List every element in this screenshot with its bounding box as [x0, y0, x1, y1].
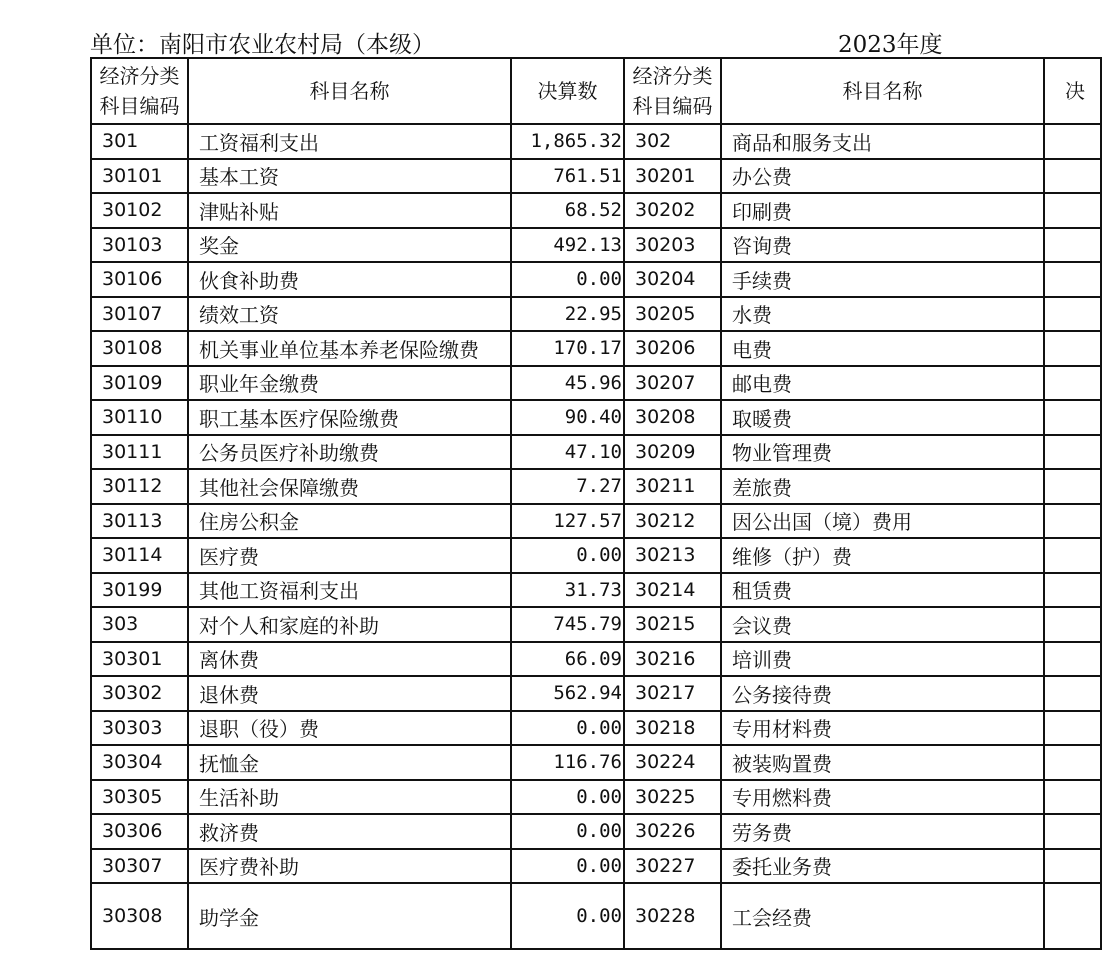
right-name-cell: 租赁费 [721, 573, 1044, 608]
right-code-cell: 30202 [624, 193, 721, 228]
right-name-cell: 印刷费 [721, 193, 1044, 228]
right-amount-cell [1044, 435, 1101, 470]
right-code-cell: 30227 [624, 849, 721, 884]
left-code-cell: 30307 [91, 849, 188, 884]
left-name-cell: 职工基本医疗保险缴费 [188, 400, 511, 435]
left-code-cell: 30303 [91, 711, 188, 746]
left-code-cell: 30109 [91, 366, 188, 401]
left-name-cell: 其他工资福利支出 [188, 573, 511, 608]
right-name-cell: 被装购置费 [721, 745, 1044, 780]
right-code-cell: 30206 [624, 331, 721, 366]
left-code-cell: 30112 [91, 469, 188, 504]
table-row [91, 780, 1101, 815]
right-code-cell: 30217 [624, 676, 721, 711]
right-name-cell: 差旅费 [721, 469, 1044, 504]
left-code-cell: 303 [91, 607, 188, 642]
right-amount-cell [1044, 780, 1101, 815]
right-code-cell: 30208 [624, 400, 721, 435]
left-amount-cell: 0.00 [511, 883, 624, 949]
left-name-cell: 津贴补贴 [188, 193, 511, 228]
table-row [91, 642, 1101, 677]
left-code-cell: 30111 [91, 435, 188, 470]
left-code-cell: 30199 [91, 573, 188, 608]
left-name-cell: 退职（役）费 [188, 711, 511, 746]
right-name-cell: 咨询费 [721, 228, 1044, 263]
header-name-left: 科目名称 [188, 58, 511, 124]
right-amount-cell [1044, 262, 1101, 297]
right-code-cell: 30215 [624, 607, 721, 642]
left-name-cell: 其他社会保障缴费 [188, 469, 511, 504]
table-row [91, 331, 1101, 366]
table-row [91, 435, 1101, 470]
right-code-cell: 30204 [624, 262, 721, 297]
left-name-cell: 奖金 [188, 228, 511, 263]
left-amount-cell: 22.95 [511, 297, 624, 332]
left-code-cell: 30113 [91, 504, 188, 539]
left-code-cell: 30107 [91, 297, 188, 332]
left-code-cell: 30103 [91, 228, 188, 263]
left-amount-cell: 0.00 [511, 780, 624, 815]
left-code-cell: 30108 [91, 331, 188, 366]
left-name-cell: 医疗费补助 [188, 849, 511, 884]
right-code-cell: 302 [624, 124, 721, 159]
header-code-left: 经济分类 科目编码 [91, 58, 188, 124]
table-row [91, 228, 1101, 263]
right-name-cell: 取暖费 [721, 400, 1044, 435]
left-amount-cell: 45.96 [511, 366, 624, 401]
table-row [91, 124, 1101, 159]
left-amount-cell: 0.00 [511, 711, 624, 746]
expenditure-table [90, 57, 1102, 950]
right-amount-cell [1044, 607, 1101, 642]
left-code-cell: 30110 [91, 400, 188, 435]
table-row [91, 469, 1101, 504]
table-row [91, 262, 1101, 297]
right-name-cell: 专用燃料费 [721, 780, 1044, 815]
left-amount-cell: 66.09 [511, 642, 624, 677]
right-code-cell: 30203 [624, 228, 721, 263]
table-row [91, 366, 1101, 401]
right-amount-cell [1044, 676, 1101, 711]
table-row [91, 538, 1101, 573]
right-amount-cell [1044, 297, 1101, 332]
right-name-cell: 物业管理费 [721, 435, 1044, 470]
year-label: 2023年度 [838, 32, 943, 58]
right-code-cell: 30218 [624, 711, 721, 746]
right-name-cell: 委托业务费 [721, 849, 1044, 884]
right-amount-cell [1044, 159, 1101, 194]
table-row [91, 400, 1101, 435]
left-amount-cell: 0.00 [511, 262, 624, 297]
left-code-cell: 30306 [91, 814, 188, 849]
right-code-cell: 30216 [624, 642, 721, 677]
right-code-cell: 30225 [624, 780, 721, 815]
left-amount-cell: 90.40 [511, 400, 624, 435]
right-amount-cell [1044, 711, 1101, 746]
table-row [91, 193, 1101, 228]
left-name-cell: 助学金 [188, 883, 511, 949]
left-code-cell: 30301 [91, 642, 188, 677]
table-row [91, 849, 1101, 884]
left-name-cell: 基本工资 [188, 159, 511, 194]
right-name-cell: 培训费 [721, 642, 1044, 677]
right-amount-cell [1044, 124, 1101, 159]
right-amount-cell [1044, 745, 1101, 780]
left-name-cell: 绩效工资 [188, 297, 511, 332]
left-amount-cell: 0.00 [511, 849, 624, 884]
left-code-cell: 30305 [91, 780, 188, 815]
table-row [91, 504, 1101, 539]
left-code-cell: 30101 [91, 159, 188, 194]
table-row [91, 297, 1101, 332]
left-amount-cell: 492.13 [511, 228, 624, 263]
right-name-cell: 邮电费 [721, 366, 1044, 401]
right-code-cell: 30212 [624, 504, 721, 539]
table-row [91, 676, 1101, 711]
right-code-cell: 30205 [624, 297, 721, 332]
right-amount-cell [1044, 331, 1101, 366]
left-code-cell: 30114 [91, 538, 188, 573]
table-header-row [91, 58, 1101, 124]
left-code-cell: 30308 [91, 883, 188, 949]
unit-label: 单位：南阳市农业农村局（本级） [90, 32, 435, 58]
left-name-cell: 伙食补助费 [188, 262, 511, 297]
right-amount-cell [1044, 573, 1101, 608]
right-name-cell: 水费 [721, 297, 1044, 332]
left-name-cell: 工资福利支出 [188, 124, 511, 159]
left-code-cell: 30302 [91, 676, 188, 711]
right-code-cell: 30207 [624, 366, 721, 401]
table-row [91, 883, 1101, 949]
right-name-cell: 办公费 [721, 159, 1044, 194]
left-amount-cell: 761.51 [511, 159, 624, 194]
left-amount-cell: 31.73 [511, 573, 624, 608]
left-code-cell: 30102 [91, 193, 188, 228]
right-name-cell: 手续费 [721, 262, 1044, 297]
right-name-cell: 会议费 [721, 607, 1044, 642]
left-amount-cell: 0.00 [511, 538, 624, 573]
right-code-cell: 30214 [624, 573, 721, 608]
left-name-cell: 退休费 [188, 676, 511, 711]
right-name-cell: 专用材料费 [721, 711, 1044, 746]
right-code-cell: 30213 [624, 538, 721, 573]
table-body [91, 124, 1101, 949]
right-code-cell: 30224 [624, 745, 721, 780]
right-amount-cell [1044, 504, 1101, 539]
right-code-cell: 30209 [624, 435, 721, 470]
right-code-cell: 30211 [624, 469, 721, 504]
header-amount-left: 决算数 [511, 58, 624, 124]
left-name-cell: 公务员医疗补助缴费 [188, 435, 511, 470]
right-name-cell: 电费 [721, 331, 1044, 366]
left-name-cell: 救济费 [188, 814, 511, 849]
right-name-cell: 劳务费 [721, 814, 1044, 849]
right-name-cell: 维修（护）费 [721, 538, 1044, 573]
left-amount-cell: 47.10 [511, 435, 624, 470]
left-name-cell: 机关事业单位基本养老保险缴费 [188, 331, 511, 366]
left-amount-cell: 7.27 [511, 469, 624, 504]
table-row [91, 607, 1101, 642]
right-amount-cell [1044, 366, 1101, 401]
right-amount-cell [1044, 538, 1101, 573]
right-name-cell: 商品和服务支出 [721, 124, 1044, 159]
right-amount-cell [1044, 400, 1101, 435]
table-row [91, 711, 1101, 746]
left-name-cell: 离休费 [188, 642, 511, 677]
right-amount-cell [1044, 642, 1101, 677]
left-amount-cell: 170.17 [511, 331, 624, 366]
right-name-cell: 公务接待费 [721, 676, 1044, 711]
left-name-cell: 医疗费 [188, 538, 511, 573]
left-name-cell: 抚恤金 [188, 745, 511, 780]
left-code-cell: 301 [91, 124, 188, 159]
right-name-cell: 因公出国（境）费用 [721, 504, 1044, 539]
right-code-cell: 30226 [624, 814, 721, 849]
right-amount-cell [1044, 469, 1101, 504]
right-amount-cell [1044, 814, 1101, 849]
left-amount-cell: 562.94 [511, 676, 624, 711]
left-name-cell: 职业年金缴费 [188, 366, 511, 401]
table-row [91, 573, 1101, 608]
right-amount-cell [1044, 193, 1101, 228]
left-amount-cell: 745.79 [511, 607, 624, 642]
left-amount-cell: 0.00 [511, 814, 624, 849]
right-amount-cell [1044, 849, 1101, 884]
table-row [91, 745, 1101, 780]
right-amount-cell [1044, 228, 1101, 263]
right-code-cell: 30228 [624, 883, 721, 949]
left-amount-cell: 116.76 [511, 745, 624, 780]
expenditure-table-container [90, 57, 1085, 956]
left-amount-cell: 1,865.32 [511, 124, 624, 159]
left-name-cell: 对个人和家庭的补助 [188, 607, 511, 642]
table-row [91, 814, 1101, 849]
left-code-cell: 30106 [91, 262, 188, 297]
right-amount-cell [1044, 883, 1101, 949]
header-code-right: 经济分类 科目编码 [624, 58, 721, 124]
left-amount-cell: 127.57 [511, 504, 624, 539]
left-name-cell: 生活补助 [188, 780, 511, 815]
left-name-cell: 住房公积金 [188, 504, 511, 539]
table-row [91, 159, 1101, 194]
header-name-right: 科目名称 [721, 58, 1044, 124]
document-header [90, 22, 1080, 56]
right-name-cell: 工会经费 [721, 883, 1044, 949]
right-code-cell: 30201 [624, 159, 721, 194]
left-code-cell: 30304 [91, 745, 188, 780]
header-amount-right: 决 [1044, 58, 1101, 124]
left-amount-cell: 68.52 [511, 193, 624, 228]
